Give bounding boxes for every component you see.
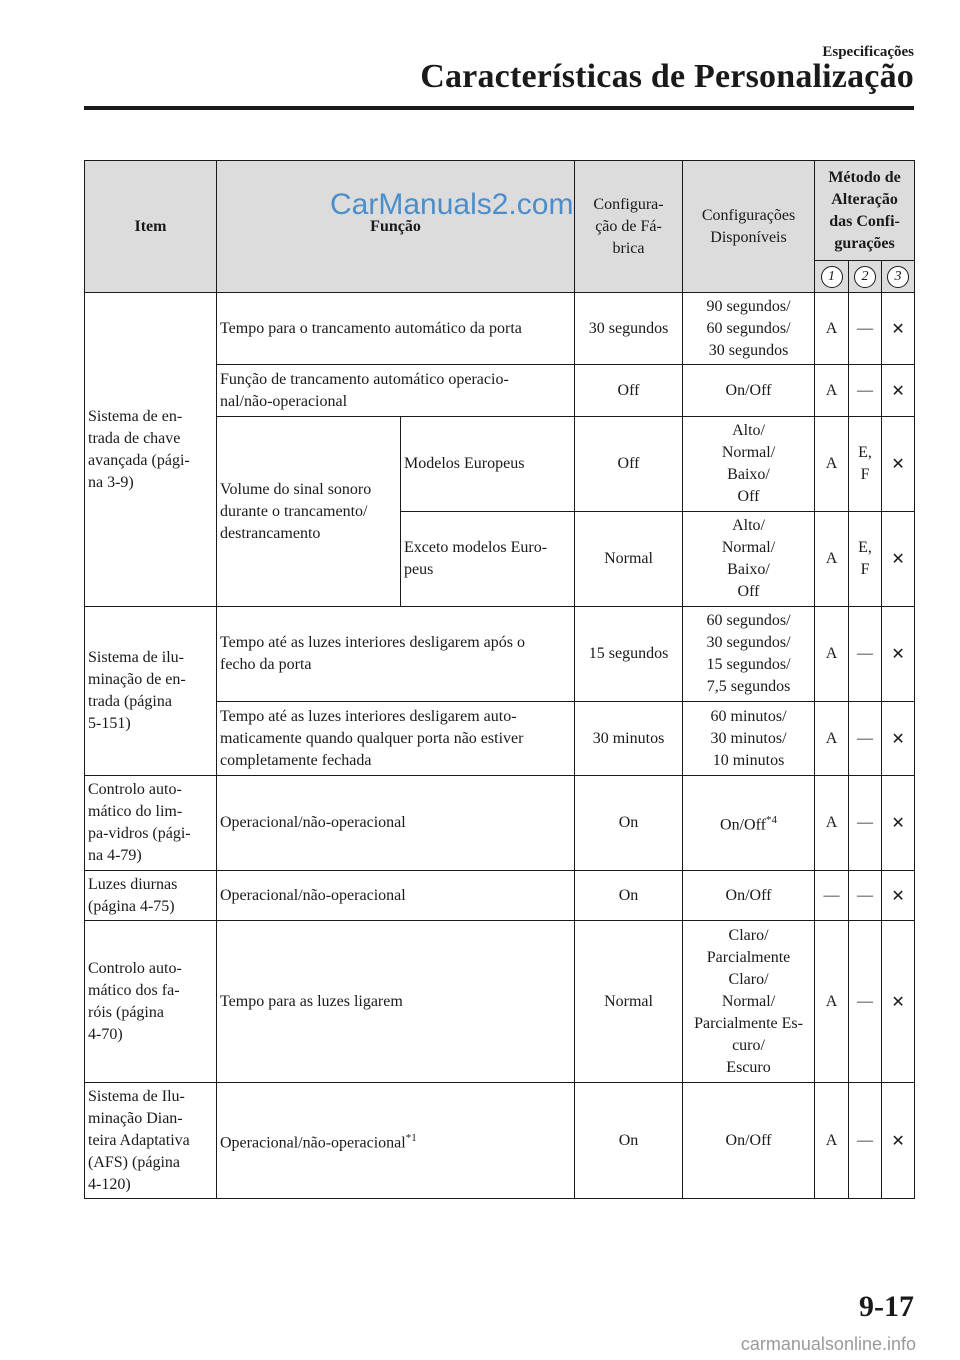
method-3-cell: ✕ bbox=[882, 512, 915, 607]
header-available: Configurações Disponíveis bbox=[683, 161, 815, 293]
table-row bbox=[85, 1083, 915, 1199]
available-cell: 90 segundos/ 60 segundos/ 30 segundos bbox=[683, 293, 815, 365]
method-3-cell: ✕ bbox=[882, 365, 915, 417]
method-2-cell: — bbox=[849, 776, 882, 871]
method-2-cell: — bbox=[849, 921, 882, 1083]
method-2-cell: — bbox=[849, 365, 882, 417]
available-cell: 60 minutos/ 30 minutos/ 10 minutos bbox=[683, 702, 815, 776]
item-cell: Sistema de Ilu- minação Dian- teira Adaptativa (AFS) (página 4-120) bbox=[85, 1083, 217, 1199]
function-cell: Tempo até as luzes interiores desligarem após o fecho da porta bbox=[217, 607, 575, 702]
method-3-cell: ✕ bbox=[882, 921, 915, 1083]
method-3-cell: ✕ bbox=[882, 417, 915, 512]
method-col-2: 2 bbox=[849, 261, 882, 293]
method-col-1: 1 bbox=[815, 261, 849, 293]
method-1-cell: A bbox=[815, 702, 849, 776]
available-cell: Alto/ Normal/ Baixo/ Off bbox=[683, 512, 815, 607]
page-title: Características de Personalização bbox=[420, 58, 914, 95]
method-col-3: 3 bbox=[882, 261, 915, 293]
subfunction-cell: Modelos Europeus bbox=[401, 417, 575, 512]
method-1-cell: — bbox=[815, 871, 849, 921]
available-cell: On/Off bbox=[683, 871, 815, 921]
section-label: Especificações bbox=[822, 44, 914, 60]
factory-cell: Normal bbox=[575, 921, 683, 1083]
header-item: Item bbox=[85, 161, 217, 293]
function-cell: Tempo para o trancamento automático da porta bbox=[217, 293, 575, 365]
method-1-cell: A bbox=[815, 293, 849, 365]
method-1-cell: A bbox=[815, 512, 849, 607]
item-cell: Sistema de en- trada de chave avançada (pági- na 3-9) bbox=[85, 293, 217, 607]
watermark: CarManuals2.com bbox=[330, 188, 574, 221]
method-3-cell: ✕ bbox=[882, 871, 915, 921]
method-2-cell: — bbox=[849, 293, 882, 365]
available-cell: On/Off bbox=[683, 1083, 815, 1199]
factory-cell: 30 segundos bbox=[575, 293, 683, 365]
factory-cell: On bbox=[575, 776, 683, 871]
subfunction-cell: Exceto modelos Euro- peus bbox=[401, 512, 575, 607]
method-3-cell: ✕ bbox=[882, 607, 915, 702]
header-function: Função bbox=[217, 161, 575, 293]
method-2-cell: — bbox=[849, 702, 882, 776]
table-row bbox=[85, 776, 915, 871]
available-cell: Alto/ Normal/ Baixo/ Off bbox=[683, 417, 815, 512]
available-cell: Claro/ Parcialmente Claro/ Normal/ Parcialmente Es- curo/ Escuro bbox=[683, 921, 815, 1083]
function-cell: Tempo para as luzes ligarem bbox=[217, 921, 575, 1083]
method-1-cell: A bbox=[815, 776, 849, 871]
table-row bbox=[85, 607, 915, 702]
footnote-marker: *4 bbox=[765, 814, 777, 827]
factory-cell: Off bbox=[575, 417, 683, 512]
factory-cell: Normal bbox=[575, 512, 683, 607]
factory-cell: On bbox=[575, 871, 683, 921]
factory-cell: 30 minutos bbox=[575, 702, 683, 776]
page-number: 9-17 bbox=[859, 1290, 914, 1323]
method-3-cell: ✕ bbox=[882, 1083, 915, 1199]
method-2-cell: — bbox=[849, 607, 882, 702]
header-method: Método de Alteração das Confi- gurações bbox=[815, 161, 915, 261]
method-3-cell: ✕ bbox=[882, 702, 915, 776]
function-cell: Função de trancamento automático operacio- nal/não-operacional bbox=[217, 365, 575, 417]
method-2-cell: E, F bbox=[849, 512, 882, 607]
function-cell: Operacional/não-operacional bbox=[217, 776, 575, 871]
item-cell: Controlo auto- mático dos fa- róis (página 4-70) bbox=[85, 921, 217, 1083]
method-1-cell: A bbox=[815, 607, 849, 702]
item-cell: Sistema de ilu- minação de en- trada (página 5-151) bbox=[85, 607, 217, 776]
footnote-marker: *1 bbox=[405, 1131, 417, 1144]
table-row bbox=[85, 871, 915, 921]
factory-cell: On bbox=[575, 1083, 683, 1199]
table-row bbox=[85, 921, 915, 1083]
customization-table bbox=[84, 160, 915, 1199]
footer-watermark: carmanualsonline.info bbox=[740, 1334, 916, 1354]
item-cell: Luzes diurnas (página 4-75) bbox=[85, 871, 217, 921]
table-row bbox=[85, 293, 915, 365]
item-cell: Controlo auto- mático do lim- pa-vidros (pági- na 4-79) bbox=[85, 776, 217, 871]
method-3-cell: ✕ bbox=[882, 293, 915, 365]
method-1-cell: A bbox=[815, 921, 849, 1083]
method-1-cell: A bbox=[815, 417, 849, 512]
function-cell: Tempo até as luzes interiores desligarem auto- maticamente quando qualquer porta não estiver completamente fechada bbox=[217, 702, 575, 776]
method-2-cell: E, F bbox=[849, 417, 882, 512]
method-1-cell: A bbox=[815, 1083, 849, 1199]
header-factory: Configura- ção de Fá- brica bbox=[575, 161, 683, 293]
method-1-cell: A bbox=[815, 365, 849, 417]
factory-cell: 15 segundos bbox=[575, 607, 683, 702]
available-cell: 60 segundos/ 30 segundos/ 15 segundos/ 7,5 segundos bbox=[683, 607, 815, 702]
title-rule bbox=[84, 106, 914, 110]
method-2-cell: — bbox=[849, 1083, 882, 1199]
header-row bbox=[85, 161, 915, 261]
available-cell: On/Off bbox=[683, 365, 815, 417]
available-cell: On/Off$^{*4}$ bbox=[683, 776, 815, 871]
function-cell: Operacional/não-operacional bbox=[217, 871, 575, 921]
function-cell: Volume do sinal sonoro durante o trancamento/ destrancamento bbox=[217, 417, 401, 607]
method-2-cell: — bbox=[849, 871, 882, 921]
factory-cell: Off bbox=[575, 365, 683, 417]
method-3-cell: ✕ bbox=[882, 776, 915, 871]
function-cell: Operacional/não-operacional$^{*1}$ bbox=[217, 1083, 575, 1199]
